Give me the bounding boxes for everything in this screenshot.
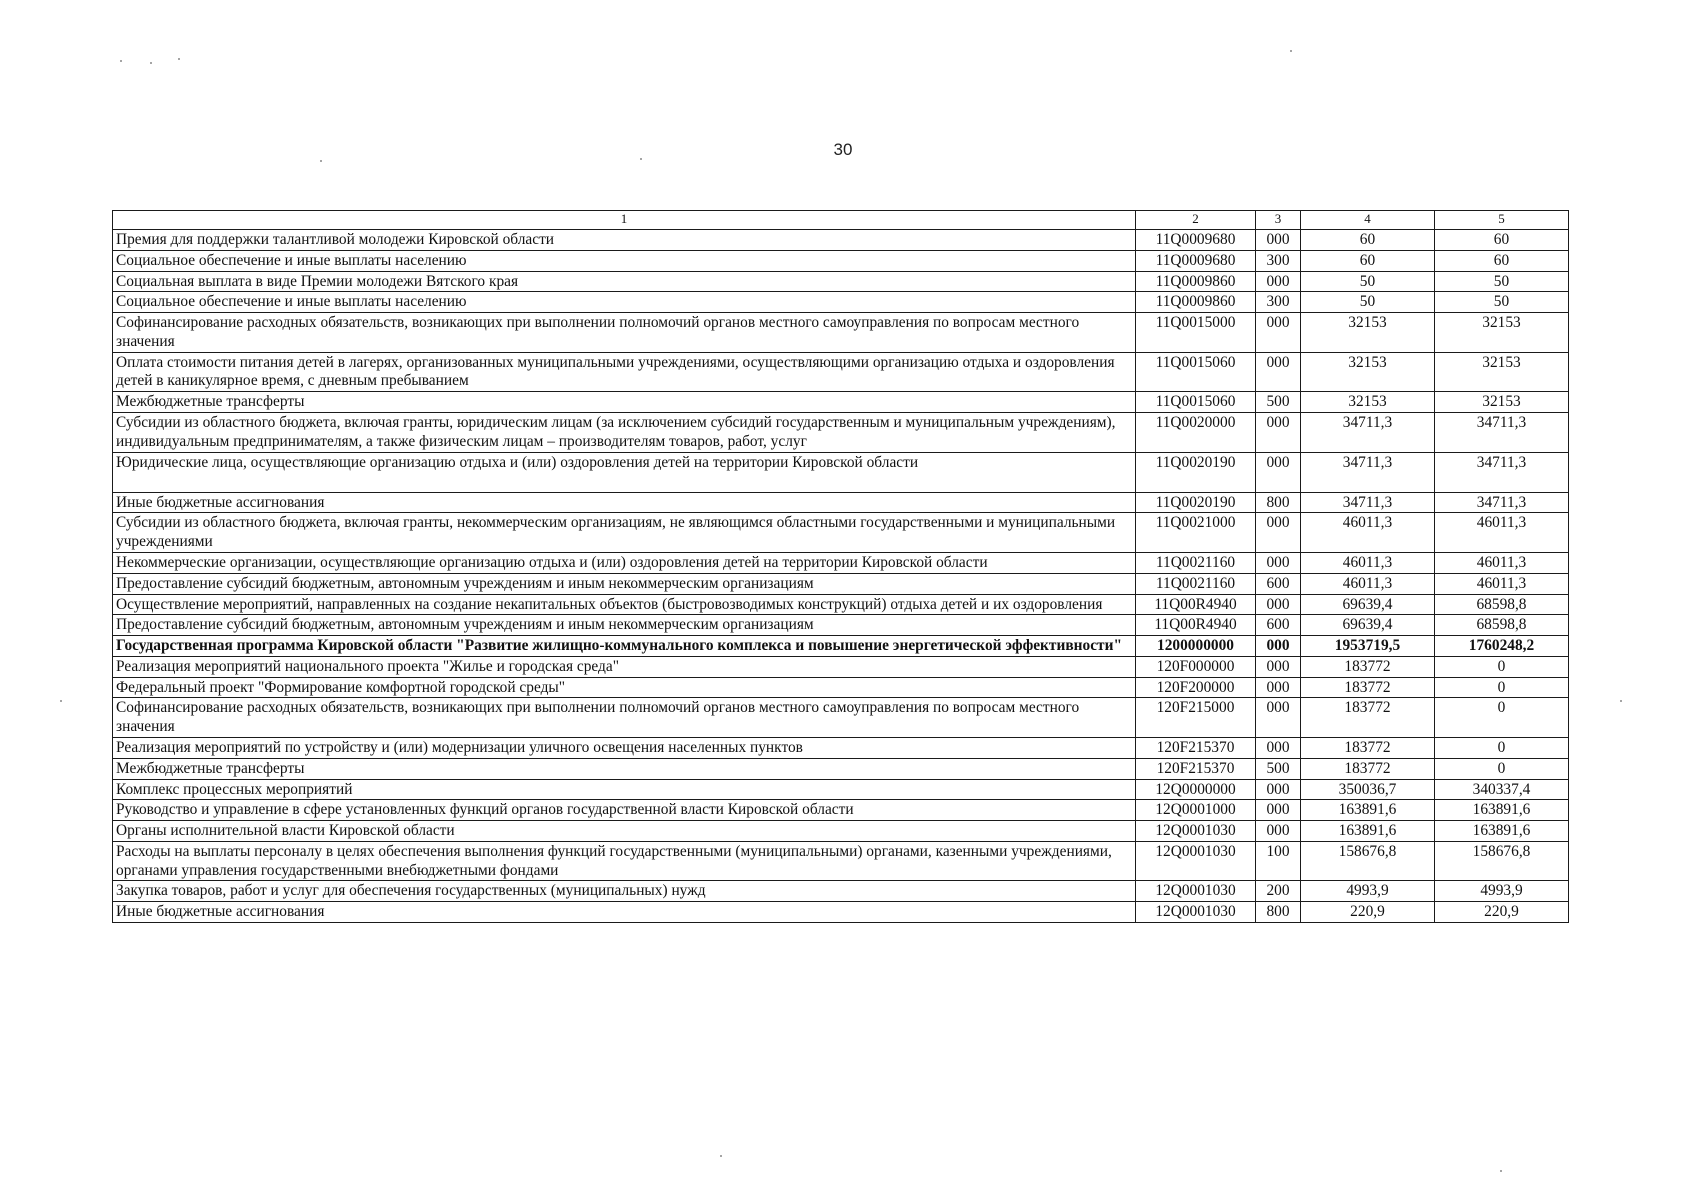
row-value-col4-cell: 50 — [1301, 292, 1435, 313]
table-row — [113, 758, 1569, 779]
row-expense-type-cell: 000 — [1256, 636, 1301, 657]
row-value-col5-cell: 4993,9 — [1435, 881, 1569, 902]
row-value-col5-cell: 46011,3 — [1435, 573, 1569, 594]
row-name-cell: Межбюджетные трансферты — [113, 392, 1136, 413]
table-row — [113, 677, 1569, 698]
row-code-cell: 120F215370 — [1136, 758, 1256, 779]
row-expense-type-cell: 500 — [1256, 392, 1301, 413]
row-code-cell: 120F215000 — [1136, 698, 1256, 738]
row-value-col4-cell: 34711,3 — [1301, 413, 1435, 453]
row-expense-type-cell: 000 — [1256, 656, 1301, 677]
row-value-col4-cell: 46011,3 — [1301, 573, 1435, 594]
row-expense-type-cell: 800 — [1256, 492, 1301, 513]
table-row — [113, 573, 1569, 594]
row-name-cell: Иные бюджетные ассигнования — [113, 492, 1136, 513]
table-row — [113, 250, 1569, 271]
row-expense-type-cell: 000 — [1256, 779, 1301, 800]
row-name-cell: Софинансирование расходных обязательств, возникающих при выполнении полномочий органов местного самоуправления по вопросам местного значения — [113, 698, 1136, 738]
table-row — [113, 841, 1569, 881]
row-name-cell: Межбюджетные трансферты — [113, 758, 1136, 779]
row-expense-type-cell: 800 — [1256, 902, 1301, 923]
row-code-cell: 120F200000 — [1136, 677, 1256, 698]
header-col-4: 4 — [1301, 211, 1435, 230]
row-code-cell: 11Q00R4940 — [1136, 615, 1256, 636]
table-row — [113, 230, 1569, 251]
row-name-cell: Иные бюджетные ассигнования — [113, 902, 1136, 923]
row-name-cell: Оплата стоимости питания детей в лагерях, организованных муниципальными учреждениями, осуществляющими организацию отдыха и оздоровления детей в каникулярное время, с дневным пребыванием — [113, 352, 1136, 392]
scan-speck — [1290, 50, 1292, 52]
row-expense-type-cell: 000 — [1256, 230, 1301, 251]
row-name-cell: Осуществление мероприятий, направленных на создание некапитальных объектов (быстровозводимых конструкций) отдыха детей и их оздоровления — [113, 594, 1136, 615]
row-value-col5-cell: 32153 — [1435, 313, 1569, 353]
table-row — [113, 636, 1569, 657]
row-name-cell: Органы исполнительной власти Кировской области — [113, 821, 1136, 842]
table-row — [113, 881, 1569, 902]
row-value-col4-cell: 32153 — [1301, 352, 1435, 392]
table-row — [113, 392, 1569, 413]
row-value-col5-cell: 60 — [1435, 250, 1569, 271]
row-name-cell: Социальное обеспечение и иные выплаты населению — [113, 292, 1136, 313]
row-name-cell: Юридические лица, осуществляющие организацию отдыха и (или) оздоровления детей на территории Кировской области — [113, 452, 1136, 492]
table-body — [113, 230, 1569, 923]
row-name-cell: Субсидии из областного бюджета, включая гранты, юридическим лицам (за исключением субсидий государственным и муниципальным учреждениям), индивидуальным предпринимателям, а также физическим лицам – производителям товаров, работ, услуг — [113, 413, 1136, 453]
row-value-col5-cell: 220,9 — [1435, 902, 1569, 923]
row-code-cell: 11Q0021000 — [1136, 513, 1256, 553]
row-name-cell: Реализация мероприятий по устройству и (или) модернизации уличного освещения населенных пунктов — [113, 737, 1136, 758]
table-row — [113, 615, 1569, 636]
row-expense-type-cell: 000 — [1256, 594, 1301, 615]
row-expense-type-cell: 000 — [1256, 352, 1301, 392]
row-value-col4-cell: 163891,6 — [1301, 800, 1435, 821]
row-name-cell: Субсидии из областного бюджета, включая гранты, некоммерческим организациям, не являющимся областными государственными и муниципальными учреждениями — [113, 513, 1136, 553]
row-value-col5-cell: 1760248,2 — [1435, 636, 1569, 657]
row-value-col5-cell: 34711,3 — [1435, 413, 1569, 453]
row-expense-type-cell: 000 — [1256, 413, 1301, 453]
table-row — [113, 800, 1569, 821]
budget-table-container — [112, 210, 1568, 923]
table-row — [113, 352, 1569, 392]
table-row — [113, 452, 1569, 492]
table-row — [113, 902, 1569, 923]
row-value-col5-cell: 46011,3 — [1435, 552, 1569, 573]
row-name-cell: Некоммерческие организации, осуществляющие организацию отдыха и (или) оздоровления детей на территории Кировской области — [113, 552, 1136, 573]
row-expense-type-cell: 100 — [1256, 841, 1301, 881]
row-value-col5-cell: 158676,8 — [1435, 841, 1569, 881]
page-number: 30 — [833, 140, 853, 159]
row-expense-type-cell: 000 — [1256, 800, 1301, 821]
row-code-cell: 11Q0015060 — [1136, 392, 1256, 413]
header-col-1: 1 — [113, 211, 1136, 230]
row-name-cell: Социальная выплата в виде Премии молодежи Вятского края — [113, 271, 1136, 292]
row-value-col5-cell: 0 — [1435, 677, 1569, 698]
row-name-cell: Премия для поддержки талантливой молодежи Кировской области — [113, 230, 1136, 251]
row-expense-type-cell: 000 — [1256, 552, 1301, 573]
row-value-col4-cell: 32153 — [1301, 392, 1435, 413]
row-value-col5-cell: 34711,3 — [1435, 452, 1569, 492]
row-value-col4-cell: 46011,3 — [1301, 513, 1435, 553]
row-value-col4-cell: 158676,8 — [1301, 841, 1435, 881]
row-code-cell: 12Q0000000 — [1136, 779, 1256, 800]
row-value-col4-cell: 163891,6 — [1301, 821, 1435, 842]
row-value-col4-cell: 183772 — [1301, 656, 1435, 677]
row-value-col5-cell: 50 — [1435, 271, 1569, 292]
row-expense-type-cell: 600 — [1256, 615, 1301, 636]
row-value-col4-cell: 60 — [1301, 230, 1435, 251]
row-value-col5-cell: 34711,3 — [1435, 492, 1569, 513]
row-name-cell: Расходы на выплаты персоналу в целях обеспечения выполнения функций государственными (муниципальными) органами, казенными учреждениями, органами управления государственными внебюджетными фондами — [113, 841, 1136, 881]
row-expense-type-cell: 000 — [1256, 513, 1301, 553]
table-row — [113, 313, 1569, 353]
row-value-col5-cell: 0 — [1435, 737, 1569, 758]
row-value-col4-cell: 1953719,5 — [1301, 636, 1435, 657]
table-row — [113, 271, 1569, 292]
scan-speck — [720, 1155, 722, 1157]
table-row — [113, 698, 1569, 738]
row-expense-type-cell: 000 — [1256, 821, 1301, 842]
scan-speck — [120, 60, 122, 62]
row-expense-type-cell: 000 — [1256, 452, 1301, 492]
row-expense-type-cell: 300 — [1256, 250, 1301, 271]
row-code-cell: 12Q0001030 — [1136, 881, 1256, 902]
row-value-col4-cell: 32153 — [1301, 313, 1435, 353]
row-value-col5-cell: 60 — [1435, 230, 1569, 251]
row-code-cell: 11Q0009680 — [1136, 230, 1256, 251]
scan-speck — [320, 160, 322, 162]
row-name-cell: Предоставление субсидий бюджетным, автономным учреждениям и иным некоммерческим организациям — [113, 615, 1136, 636]
scan-speck — [640, 158, 642, 160]
table-row — [113, 779, 1569, 800]
row-value-col5-cell: 163891,6 — [1435, 821, 1569, 842]
row-expense-type-cell: 200 — [1256, 881, 1301, 902]
scan-speck — [150, 62, 152, 64]
row-expense-type-cell: 000 — [1256, 677, 1301, 698]
row-value-col4-cell: 4993,9 — [1301, 881, 1435, 902]
row-code-cell: 11Q0009680 — [1136, 250, 1256, 271]
row-value-col4-cell: 34711,3 — [1301, 492, 1435, 513]
table-row — [113, 492, 1569, 513]
row-code-cell: 12Q0001030 — [1136, 902, 1256, 923]
row-code-cell: 11Q0021160 — [1136, 552, 1256, 573]
row-name-cell: Закупка товаров, работ и услуг для обеспечения государственных (муниципальных) нужд — [113, 881, 1136, 902]
row-code-cell: 11Q0009860 — [1136, 292, 1256, 313]
row-name-cell: Комплекс процессных мероприятий — [113, 779, 1136, 800]
row-code-cell: 11Q0020190 — [1136, 492, 1256, 513]
scan-speck — [60, 700, 62, 702]
row-name-cell: Руководство и управление в сфере установленных функций органов государственной власти Кировской области — [113, 800, 1136, 821]
row-value-col5-cell: 68598,8 — [1435, 615, 1569, 636]
row-value-col4-cell: 69639,4 — [1301, 615, 1435, 636]
table-row — [113, 821, 1569, 842]
row-value-col4-cell: 34711,3 — [1301, 452, 1435, 492]
table-row — [113, 737, 1569, 758]
scan-speck — [1500, 1170, 1502, 1172]
table-row — [113, 656, 1569, 677]
row-code-cell: 11Q0020190 — [1136, 452, 1256, 492]
row-value-col4-cell: 350036,7 — [1301, 779, 1435, 800]
table-row — [113, 292, 1569, 313]
row-value-col4-cell: 69639,4 — [1301, 594, 1435, 615]
row-code-cell: 120F215370 — [1136, 737, 1256, 758]
row-name-cell: Софинансирование расходных обязательств, возникающих при выполнении полномочий органов местного самоуправления по вопросам местного значения — [113, 313, 1136, 353]
row-value-col4-cell: 60 — [1301, 250, 1435, 271]
row-code-cell: 11Q0015060 — [1136, 352, 1256, 392]
row-name-cell: Реализация мероприятий национального проекта "Жилье и городская среда" — [113, 656, 1136, 677]
table-row — [113, 513, 1569, 553]
row-code-cell: 120F000000 — [1136, 656, 1256, 677]
row-code-cell: 11Q0015000 — [1136, 313, 1256, 353]
row-code-cell: 11Q0009860 — [1136, 271, 1256, 292]
row-value-col4-cell: 183772 — [1301, 758, 1435, 779]
row-value-col4-cell: 183772 — [1301, 698, 1435, 738]
row-value-col4-cell: 220,9 — [1301, 902, 1435, 923]
row-value-col5-cell: 32153 — [1435, 352, 1569, 392]
table-row — [113, 594, 1569, 615]
row-value-col5-cell: 50 — [1435, 292, 1569, 313]
row-code-cell: 11Q0020000 — [1136, 413, 1256, 453]
header-col-2: 2 — [1136, 211, 1256, 230]
row-expense-type-cell: 000 — [1256, 271, 1301, 292]
row-expense-type-cell: 000 — [1256, 313, 1301, 353]
scan-speck — [178, 58, 180, 60]
header-col-5: 5 — [1435, 211, 1569, 230]
row-expense-type-cell: 000 — [1256, 737, 1301, 758]
row-code-cell: 12Q0001000 — [1136, 800, 1256, 821]
row-name-cell: Федеральный проект "Формирование комфортной городской среды" — [113, 677, 1136, 698]
header-col-3: 3 — [1256, 211, 1301, 230]
row-name-cell: Государственная программа Кировской области "Развитие жилищно-коммунального комплекса и повышение энергетической эффективности" — [113, 636, 1136, 657]
row-value-col4-cell: 183772 — [1301, 737, 1435, 758]
row-value-col4-cell: 183772 — [1301, 677, 1435, 698]
row-code-cell: 11Q0021160 — [1136, 573, 1256, 594]
row-name-cell: Социальное обеспечение и иные выплаты населению — [113, 250, 1136, 271]
row-value-col5-cell: 340337,4 — [1435, 779, 1569, 800]
row-value-col5-cell: 0 — [1435, 698, 1569, 738]
budget-table — [112, 210, 1569, 923]
row-code-cell: 12Q0001030 — [1136, 841, 1256, 881]
row-value-col5-cell: 0 — [1435, 656, 1569, 677]
row-value-col4-cell: 46011,3 — [1301, 552, 1435, 573]
row-value-col5-cell: 46011,3 — [1435, 513, 1569, 553]
row-name-cell: Предоставление субсидий бюджетным, автономным учреждениям и иным некоммерческим организациям — [113, 573, 1136, 594]
row-value-col5-cell: 32153 — [1435, 392, 1569, 413]
row-value-col5-cell: 163891,6 — [1435, 800, 1569, 821]
header-row — [113, 211, 1569, 230]
row-code-cell: 1200000000 — [1136, 636, 1256, 657]
row-code-cell: 11Q00R4940 — [1136, 594, 1256, 615]
row-value-col5-cell: 68598,8 — [1435, 594, 1569, 615]
row-expense-type-cell: 500 — [1256, 758, 1301, 779]
row-expense-type-cell: 300 — [1256, 292, 1301, 313]
table-row — [113, 552, 1569, 573]
row-expense-type-cell: 000 — [1256, 698, 1301, 738]
scan-speck — [1620, 700, 1622, 702]
table-row — [113, 413, 1569, 453]
row-expense-type-cell: 600 — [1256, 573, 1301, 594]
row-value-col5-cell: 0 — [1435, 758, 1569, 779]
row-code-cell: 12Q0001030 — [1136, 821, 1256, 842]
row-value-col4-cell: 50 — [1301, 271, 1435, 292]
table-header — [113, 211, 1569, 230]
